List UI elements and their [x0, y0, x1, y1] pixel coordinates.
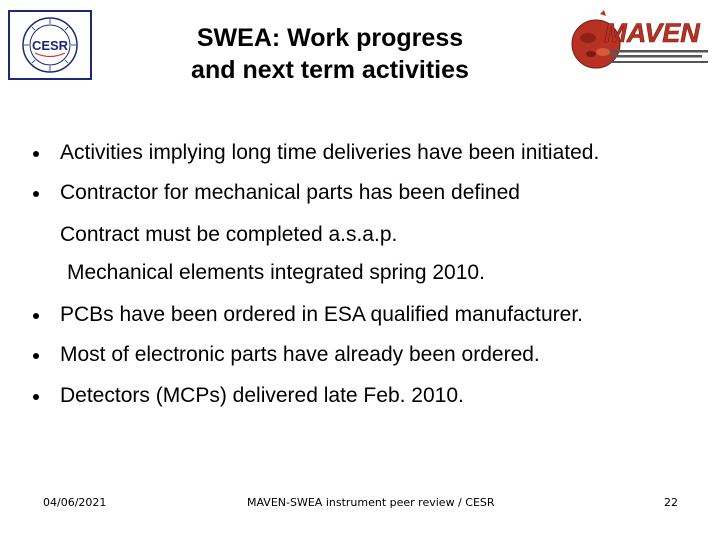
sub-item: Contract must be completed a.s.a.p.: [60, 223, 398, 246]
bullet-item: Contractor for mechanical parts has been defined: [30, 180, 490, 206]
slide-title: [150, 22, 510, 86]
bullet-item: PCBs have been ordered in ESA qualified manufacturer.: [30, 302, 553, 328]
maven-logo: [566, 8, 712, 88]
bullet-icon: [33, 151, 39, 157]
footer-title: MAVEN-SWEA instrument peer review / CESR: [247, 496, 495, 509]
bullet-icon: [33, 353, 39, 359]
bullet-item: Most of electronic parts have already been ordered.: [30, 342, 510, 368]
bullet-item: Detectors (MCPs) delivered late Feb. 2010.: [30, 383, 434, 409]
footer-page-number: 22: [664, 496, 678, 509]
svg-text:CESR: CESR: [31, 38, 69, 53]
title-line-1: SWEA: Work progress: [196, 24, 464, 52]
bullet-icon: [33, 313, 39, 319]
bullet-icon: [33, 394, 39, 400]
footer-date: 04/06/2021: [43, 496, 107, 509]
cesr-logo: [8, 10, 92, 80]
bullet-item: Activities implying long time deliveries have been initiated.: [30, 140, 569, 166]
sub-item: Mechanical elements integrated spring 2010.: [67, 261, 485, 284]
bullet-icon: [33, 191, 39, 197]
svg-text:MAVEN: MAVEN: [604, 18, 700, 48]
title-line-2: and next term activities: [191, 56, 469, 84]
